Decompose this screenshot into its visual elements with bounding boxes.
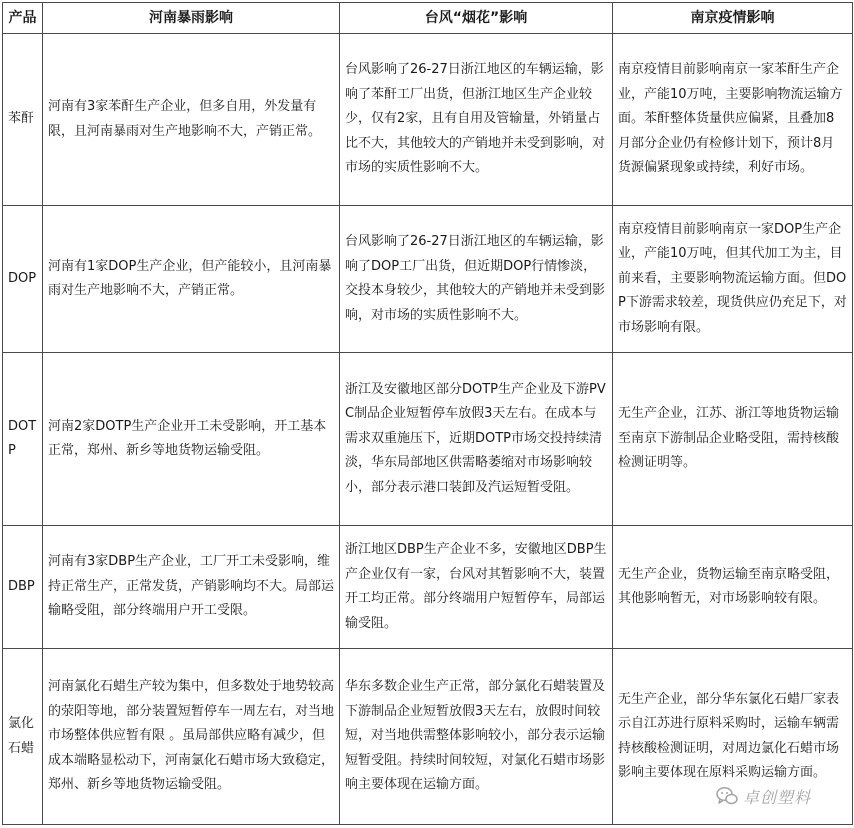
henan-cell: 河南有3家苯酐生产企业，但多自用，外发量有限，且河南暴雨对生产地影响不大，产销正常。 bbox=[43, 34, 340, 206]
henan-cell: 河南有3家DBP生产企业，工厂开工未受影响，维持正常生产，正常发货，产销影响均不大。局部运输略受阻，部分终端用户开工受限。 bbox=[43, 526, 340, 649]
header-typhoon: 台风“烟花”影响 bbox=[340, 3, 613, 34]
header-henan-rainstorm: 河南暴雨影响 bbox=[43, 3, 340, 34]
nanjing-cell: 南京疫情目前影响南京一家DOP生产企业，产能10万吨，但其代加工为主，目前来看，主要影响物流运输方面。但DOP下游需求较差，现货供应仍充足下，对市场影响有限。 bbox=[613, 206, 853, 353]
product-cell: DOTP bbox=[3, 353, 43, 526]
typhoon-cell: 台风影响了26-27日浙江地区的车辆运输，影响了DOP工厂出货，但近期DOP行情惨淡，交投本身较少，其他较大的产销地并未受到影响，对市场的实质性影响不大。 bbox=[340, 206, 613, 353]
table-header-row bbox=[3, 3, 853, 34]
table-row bbox=[3, 353, 853, 526]
product-cell: DOP bbox=[3, 206, 43, 353]
product-cell: 苯酐 bbox=[3, 34, 43, 206]
table-row bbox=[3, 34, 853, 206]
watermark-text: 卓创塑料 bbox=[743, 787, 812, 807]
header-product: 产品 bbox=[3, 3, 43, 34]
header-nanjing-epidemic: 南京疫情影响 bbox=[613, 3, 853, 34]
wechat-icon bbox=[716, 786, 738, 806]
typhoon-cell: 台风影响了26-27日浙江地区的车辆运输，影响了苯酐工厂出货，但浙江地区生产企业较少，仅有2家，且有自用及管输量，外销量占比不大，其他较大的产销地并未受到影响，对市场的实质性影响不大。 bbox=[340, 34, 613, 206]
product-cell: DBP bbox=[3, 526, 43, 649]
impact-table bbox=[2, 2, 853, 825]
henan-cell: 河南氯化石蜡生产较为集中，但多数处于地势较高的荥阳等地，部分装置短暂停车一周左右，对当地市场整体供应暂有限 。虽局部供应略有减少，但成本端略显松动下，河南氯化石蜡市场大致稳定，郑州、新乡等地货物运输受阻。 bbox=[43, 649, 340, 825]
typhoon-cell: 华东多数企业生产正常，部分氯化石蜡装置及下游制品企业短暂放假3天左右，放假时间较短，对当地供需整体影响较小，部分表示运输短暂受阻。持续时间较短，对氯化石蜡市场影响主要体现在运输方面。 bbox=[340, 649, 613, 825]
watermark bbox=[716, 783, 834, 809]
nanjing-cell: 南京疫情目前影响南京一家苯酐生产企业，产能10万吨，主要影响物流运输方面。苯酐整体货量供应偏紧，且叠加8月部分企业仍有检修计划下，预计8月货源偏紧现象或持续，利好市场。 bbox=[613, 34, 853, 206]
table-row bbox=[3, 526, 853, 649]
typhoon-cell: 浙江及安徽地区部分DOTP生产企业及下游PVC制品企业短暂停车放假3天左右。在成本与需求双重施压下，近期DOTP市场交投持续清淡，华东局部地区供需略萎缩对市场影响较小，部分表示港口装卸及汽运短暂受阻。 bbox=[340, 353, 613, 526]
nanjing-cell: 无生产企业，货物运输至南京略受阻，其他影响暂无，对市场影响较有限。 bbox=[613, 526, 853, 649]
table-row bbox=[3, 206, 853, 353]
henan-cell: 河南2家DOTP生产企业开工未受影响，开工基本正常，郑州、新乡等地货物运输受阻。 bbox=[43, 353, 340, 526]
typhoon-cell: 浙江地区DBP生产企业不多，安徽地区DBP生产企业仅有一家，台风对其暂影响不大，装置开工均正常。部分终端用户短暂停车，局部运输受阻。 bbox=[340, 526, 613, 649]
nanjing-cell: 无生产企业，部分华东氯化石蜡厂家表示自江苏进行原料采购时，运输车辆需持核酸检测证明，对周边氯化石蜡市场影响主要体现在原料采购运输方面。 bbox=[613, 649, 853, 825]
henan-cell: 河南有1家DOP生产企业，但产能较小，且河南暴雨对生产地影响不大，产销正常。 bbox=[43, 206, 340, 353]
product-cell: 氯化石蜡 bbox=[3, 649, 43, 825]
nanjing-cell: 无生产企业，江苏、浙江等地货物运输至南京下游制品企业略受阻，需持核酸检测证明等。 bbox=[613, 353, 853, 526]
